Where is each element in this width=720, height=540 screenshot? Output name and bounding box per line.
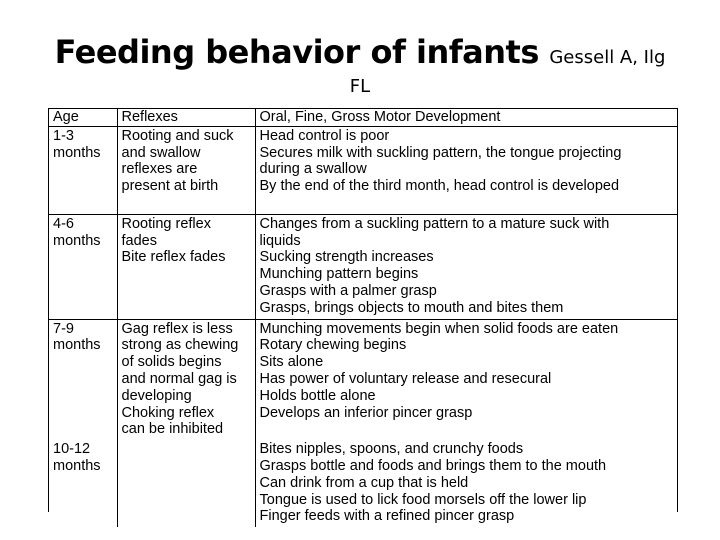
title-main: Feeding behavior of infants [54,33,539,71]
development-line: Tongue is used to lick food morsels off the lower lip [259,491,587,508]
reflex-line: strong as chewing [121,337,239,354]
table-header-row [49,109,677,126]
header-age: Age [49,109,117,126]
title-source: Gessell A, Ilg [549,47,666,68]
age-line: months [53,337,101,354]
development-line: Rotary chewing begins [259,337,407,354]
age-cell [49,126,117,214]
development-line: Develops an inferior pincer grasp [259,404,473,421]
header-reflexes: Reflexes [117,109,255,126]
development-line: Sits alone [259,354,324,371]
reflex-line: fades [121,232,157,249]
development-line: Grasps bottle and foods and brings them to the mouth [259,457,607,474]
reflex-line: Bite reflex fades [121,249,226,266]
reflexes-cell [117,440,255,527]
age-cell [49,319,117,440]
development-line: Changes from a suckling pattern to a mature suck with [259,215,610,232]
age-line: months [53,232,101,249]
development-cell [255,319,677,440]
header-development: Oral, Fine, Gross Motor Development [255,109,677,126]
development-line: Can drink from a cup that is held [259,474,469,491]
reflexes-cell [117,126,255,214]
development-line: Munching pattern begins [259,266,419,283]
development-line: Sucking strength increases [259,249,434,266]
development-line: during a swallow [259,161,367,178]
reflex-line: present at birth [121,178,219,195]
reflex-line: Rooting and suck [121,127,234,144]
age-line: 1-3 [53,127,74,144]
age-cell [49,214,117,319]
table-row [49,440,677,527]
reflex-line: and normal gag is [121,370,237,387]
development-line: liquids [259,232,301,249]
age-line: months [53,144,101,161]
reflex-line: and swallow [121,144,201,161]
age-line: 7-9 [53,320,74,337]
development-line: Munching movements begin when solid foods are eaten [259,320,619,337]
development-line: Finger feeds with a refined pincer grasp [259,508,515,525]
reflex-line: developing [121,387,192,404]
development-line: Secures milk with suckling pattern, the tongue projecting [259,144,622,161]
development-line: Has power of voluntary release and resecural [259,370,552,387]
development-cell [255,126,677,214]
development-line: By the end of the third month, head control is developed [259,178,620,195]
reflexes-cell [117,319,255,440]
development-line: Bites nipples, spoons, and crunchy foods [259,441,524,458]
reflex-line: of solids begins [121,354,222,371]
age-cell [49,440,117,527]
table-row [49,214,677,319]
reflex-line: reflexes are [121,161,198,178]
blank-line [260,195,678,212]
feeding-behavior-table [49,109,677,527]
reflex-line: can be inhibited [121,421,224,438]
table-row [49,319,677,440]
development-line: Grasps with a palmer grasp [259,282,437,299]
development-cell [255,440,677,527]
feeding-table-container [48,108,678,525]
age-line: months [53,457,101,474]
development-line: Head control is poor [259,127,390,144]
reflex-line: Rooting reflex [121,215,211,232]
table-row [49,126,677,214]
development-line: Grasps, brings objects to mouth and bites them [259,299,564,316]
age-line: 4-6 [53,215,74,232]
reflexes-cell [117,214,255,319]
reflex-line: Choking reflex [121,404,215,421]
slide-title [0,33,720,71]
age-line: 10-12 [53,441,91,458]
development-cell [255,214,677,319]
title-source-continued: FL [349,76,371,97]
development-line: Holds bottle alone [259,387,376,404]
reflex-line: Gag reflex is less [121,320,233,337]
